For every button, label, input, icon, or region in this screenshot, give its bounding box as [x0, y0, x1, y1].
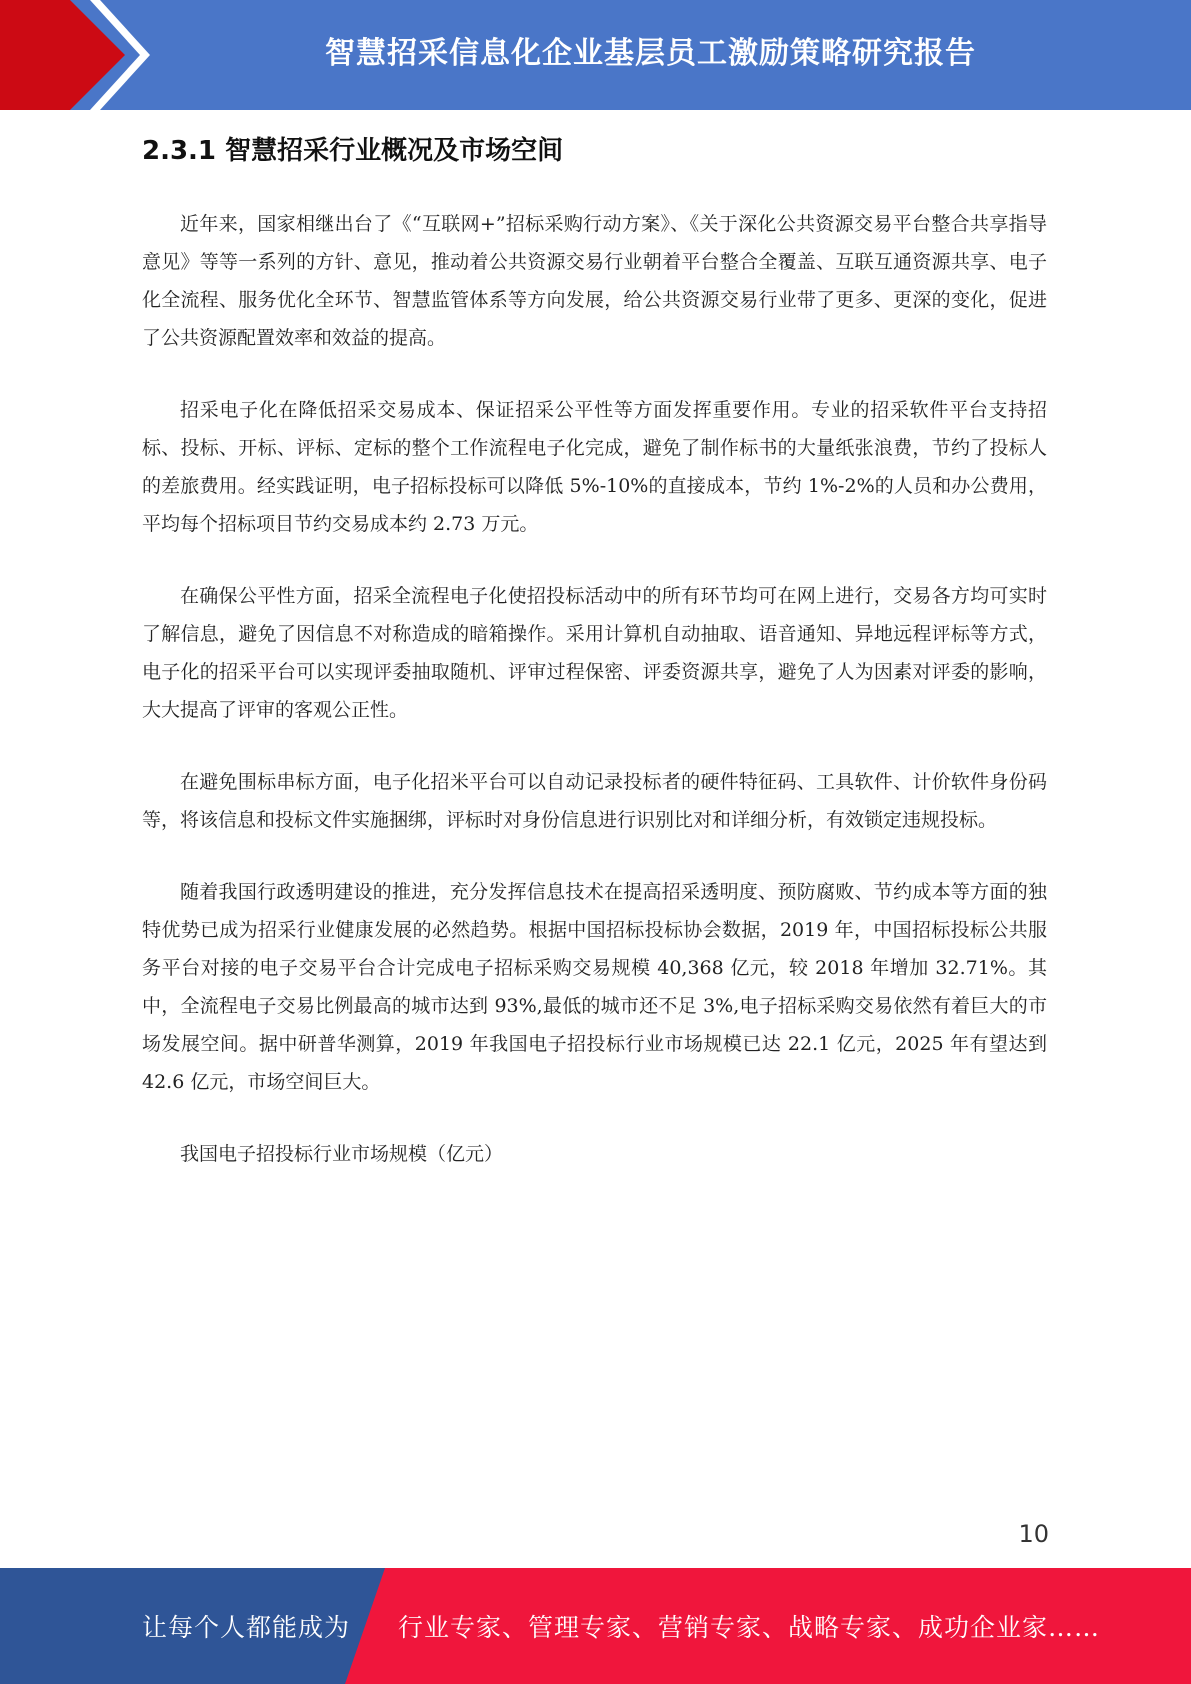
- body-text: [142, 205, 1047, 1173]
- chart-caption: 我国电子招投标行业市场规模（亿元）: [180, 1143, 504, 1165]
- footer-slogan-left: 让每个人都能成为: [142, 1613, 351, 1642]
- section-heading: 2.3.1 智慧招采行业概况及市场空间: [142, 136, 564, 166]
- page-footer-banner: [0, 1568, 1191, 1684]
- paragraph: 招采电子化在降低招采交易成本、保证招采公平性等方面发挥重要作用。专业的招采软件平台支持招标、投标、开标、评标、定标的整个工作流程电子化完成，避免了制作标书的大量纸张浪费，节约了投标人的差旅费用。经实践证明，电子招标投标可以降低 5%-10%的直接成本，节约 1%-2%的人员和办公费用，平均每个招标项目节约交易成本约 2.73 万元。: [142, 399, 1047, 535]
- paragraph: 随着我国行政透明建设的推进，充分发挥信息技术在提高招采透明度、预防腐败、节约成本等方面的独特优势已成为招采行业健康发展的必然趋势。根据中国招标投标协会数据，2019 年，中国招标投标公共服务平台对接的电子交易平台合计完成电子招标采购交易规模 40,368 亿元，较 2018 年增加 32.71%。其中，全流程电子交易比例最高的城市达到 93%,最低的城市还不足 3%,电子招标采购交易依然有着巨大的市场发展空间。据中研普华测算，2019 年我国电子招投标行业市场规模已达 22.1 亿元，2025 年有望达到 42.6 亿元，市场空间巨大。: [142, 881, 1047, 1093]
- paragraph: 近年来，国家相继出台了《“互联网+”招标采购行动方案》、《关于深化公共资源交易平台整合共享指导意见》等等一系列的方针、意见，推动着公共资源交易行业朝着平台整合全覆盖、互联互通资源共享、电子化全流程、服务优化全环节、智慧监管体系等方向发展，给公共资源交易行业带了更多、更深的变化，促进了公共资源配置效率和效益的提高。: [142, 213, 1047, 349]
- paragraph: 在避免围标串标方面，电子化招米平台可以自动记录投标者的硬件特征码、工具软件、计价软件身份码等，将该信息和投标文件实施捆绑，评标时对身份信息进行识别比对和详细分析，有效锁定违规投标。: [142, 771, 1047, 831]
- page-header-banner: [0, 0, 1191, 110]
- page-number: 10: [1018, 1520, 1049, 1548]
- header-title: 智慧招采信息化企业基层员工激励策略研究报告: [325, 36, 976, 71]
- footer-slogan-right: 行业专家、管理专家、营销专家、战略专家、成功企业家……: [398, 1613, 1101, 1642]
- paragraph: 在确保公平性方面，招采全流程电子化使招投标活动中的所有环节均可在网上进行，交易各方均可实时了解信息，避免了因信息不对称造成的暗箱操作。采用计算机自动抽取、语音通知、异地远程评标等方式，电子化的招采平台可以实现评委抽取随机、评审过程保密、评委资源共享，避免了人为因素对评委的影响，大大提高了评审的客观公正性。: [142, 585, 1047, 721]
